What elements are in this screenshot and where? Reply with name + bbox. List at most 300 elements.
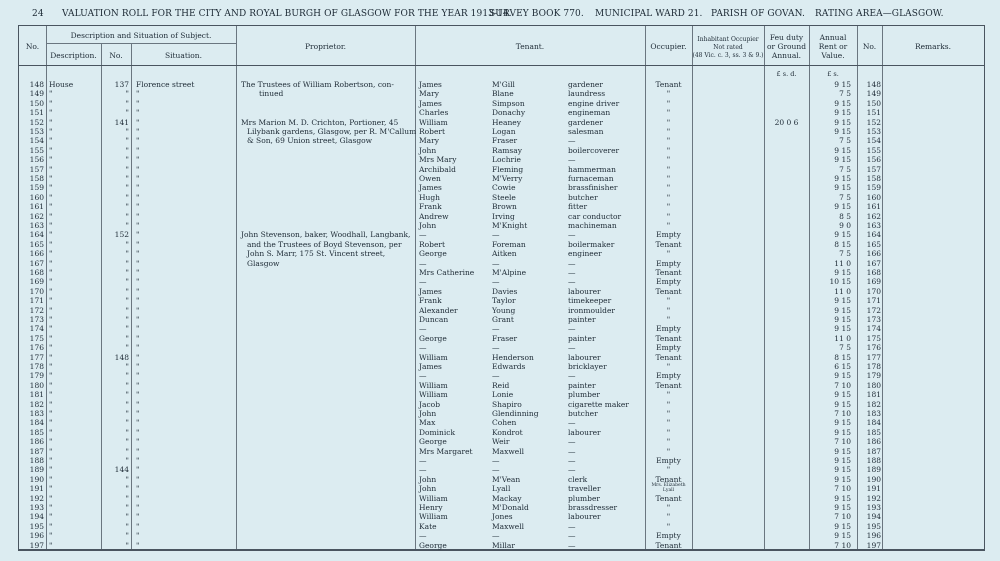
row-tenant-occupation: — <box>568 343 576 353</box>
row-description: " <box>49 418 53 428</box>
row-number: 170 <box>29 286 44 296</box>
row-house-number: " <box>125 268 129 277</box>
row-tenant-first-name: James <box>419 80 442 89</box>
row-occupier: " <box>666 399 671 409</box>
row-tenant-occupation: engine driver <box>568 98 620 108</box>
row-tenant-occupation: clerk <box>568 474 588 484</box>
row-tenant-first-name: Kate <box>419 521 437 531</box>
row-tenant-occupation: gardener <box>568 117 603 127</box>
row-number: 164 <box>29 230 44 240</box>
row-number-right: 196 <box>866 531 881 541</box>
row-situation: " <box>136 418 140 428</box>
row-situation: " <box>136 183 140 193</box>
row-tenant-occupation: — <box>568 324 576 334</box>
row-number-right: 177 <box>866 352 881 362</box>
table-row <box>19 409 984 418</box>
table-row <box>19 353 984 362</box>
row-number: 190 <box>29 474 44 484</box>
row-house-number: 144 <box>114 465 129 475</box>
row-description: House <box>49 80 74 89</box>
row-number-right: 156 <box>866 155 881 165</box>
row-annual-rent: 9 15 <box>834 446 851 456</box>
row-number: 189 <box>29 465 44 475</box>
row-tenant-surname: M'Knight <box>492 221 528 230</box>
row-tenant-first-name: Archibald <box>419 164 456 174</box>
feu-line-2: or Ground <box>766 42 807 51</box>
roll-table <box>18 25 985 551</box>
row-description: " <box>49 183 53 193</box>
row-occupier: " <box>666 315 671 324</box>
row-number: 167 <box>29 258 44 268</box>
row-number: 192 <box>29 493 44 503</box>
row-number-right: 185 <box>866 427 881 437</box>
row-occupier: " <box>666 446 671 456</box>
row-number: 187 <box>29 446 44 456</box>
row-situation: " <box>136 211 140 221</box>
row-house-number: " <box>125 437 129 447</box>
row-house-number: 152 <box>114 230 129 240</box>
row-tenant-occupation: — <box>568 371 576 381</box>
row-occupier: Tenant <box>655 474 682 484</box>
row-house-number: " <box>125 380 129 390</box>
table-row <box>19 343 984 352</box>
row-occupier: Empty <box>656 230 681 240</box>
rent-line-3: Value. <box>821 51 845 60</box>
row-number: 178 <box>29 362 44 371</box>
row-number: 152 <box>29 117 44 127</box>
row-annual-rent: 9 15 <box>834 117 851 127</box>
proprietor-line: Mrs Marion M. D. Crichton, Portioner, 45 <box>241 117 399 127</box>
col-header-subject: Description and Situation of Subject. <box>70 31 212 40</box>
row-number-right: 153 <box>866 127 881 136</box>
row-house-number: " <box>125 493 129 503</box>
table-row <box>19 277 984 286</box>
row-description: " <box>49 136 53 146</box>
row-number: 185 <box>29 427 44 437</box>
row-situation: " <box>136 286 140 296</box>
row-tenant-surname: Brown <box>492 202 517 212</box>
row-number-right: 188 <box>866 456 881 465</box>
row-description: " <box>49 192 53 202</box>
proprietor-line: tinued <box>259 89 284 99</box>
row-tenant-occupation: labourer <box>568 286 601 296</box>
row-annual-rent: 9 0 <box>839 221 851 230</box>
row-tenant-first-name: James <box>419 183 442 193</box>
row-number-right: 149 <box>866 89 881 99</box>
row-occupier: " <box>666 127 671 136</box>
row-annual-rent: 7 10 <box>834 484 851 494</box>
row-tenant-surname: Fleming <box>492 164 524 174</box>
row-annual-rent: 9 15 <box>834 268 851 277</box>
row-tenant-surname: Donachy <box>492 108 526 118</box>
row-description: " <box>49 333 53 343</box>
row-occupier: Empty <box>656 324 681 334</box>
row-description: " <box>49 512 53 522</box>
row-number: 171 <box>29 296 44 306</box>
row-number: 154 <box>29 136 44 146</box>
row-situation: Florence street <box>136 80 195 89</box>
row-tenant-surname: Maxwell <box>492 446 525 456</box>
row-house-number: " <box>125 371 129 381</box>
row-annual-rent: 11 0 <box>834 258 851 268</box>
row-occupier: " <box>666 296 671 306</box>
row-tenant-occupation: brassfinisher <box>568 183 618 193</box>
row-number: 194 <box>29 512 44 522</box>
row-tenant-surname: Ramsay <box>492 145 522 155</box>
row-description: " <box>49 474 53 484</box>
row-number: 165 <box>29 239 44 249</box>
row-description: " <box>49 89 53 99</box>
row-number: 156 <box>29 155 44 165</box>
proprietor-line: & Son, 69 Union street, Glasgow <box>247 136 373 146</box>
table-row <box>19 202 984 211</box>
row-tenant-surname: Taylor <box>492 296 516 306</box>
row-house-number: 148 <box>114 352 129 362</box>
row-tenant-occupation: — <box>568 437 576 447</box>
row-tenant-surname: Lyall <box>492 484 511 494</box>
table-row <box>19 183 984 192</box>
table-row <box>19 494 984 503</box>
row-tenant-surname: Cowie <box>492 183 516 193</box>
table-row <box>19 296 984 305</box>
row-description: " <box>49 446 53 456</box>
row-annual-rent: 9 15 <box>834 427 851 437</box>
row-description: " <box>49 352 53 362</box>
row-description: " <box>49 503 53 512</box>
row-annual-rent: 7 5 <box>839 164 851 174</box>
row-number-right: 187 <box>866 446 881 456</box>
row-tenant-occupation: fitter <box>568 202 588 212</box>
row-number-right: 183 <box>866 409 881 418</box>
col-header-no: No. <box>25 42 40 51</box>
row-description: " <box>49 145 53 155</box>
row-tenant-surname: — <box>492 456 500 465</box>
table-row <box>19 306 984 315</box>
row-occupier: " <box>666 108 671 118</box>
row-description: " <box>49 277 53 287</box>
table-row <box>19 165 984 174</box>
row-number: 183 <box>29 409 44 418</box>
row-tenant-occupation: car conductor <box>568 211 622 221</box>
table-row <box>19 465 984 474</box>
col-header-tenant: Tenant. <box>515 42 545 51</box>
row-number: 177 <box>29 352 44 362</box>
row-number-right: 165 <box>866 239 881 249</box>
row-annual-rent: 9 15 <box>834 531 851 541</box>
row-annual-rent: 9 15 <box>834 296 851 306</box>
row-occupier: Tenant <box>655 268 682 277</box>
row-annual-rent: 9 15 <box>834 390 851 400</box>
row-feu-duty: 20 0 6 <box>774 117 799 127</box>
row-situation: " <box>136 127 140 136</box>
row-tenant-surname: Heaney <box>492 117 521 127</box>
inhabitant-line-2: Not rated <box>713 44 743 51</box>
row-tenant-surname: Reid <box>492 380 510 390</box>
row-house-number: " <box>125 446 129 456</box>
row-tenant-occupation: — <box>568 418 576 428</box>
row-tenant-first-name: William <box>419 380 448 390</box>
row-tenant-first-name: George <box>419 249 447 259</box>
row-situation: " <box>136 136 140 146</box>
row-tenant-occupation: traveller <box>568 484 601 494</box>
proprietor-line: Glasgow <box>247 258 280 268</box>
row-situation: " <box>136 362 140 371</box>
table-row <box>19 371 984 380</box>
row-number-right: 150 <box>866 98 881 108</box>
rent-line-1: Annual <box>819 33 847 42</box>
row-tenant-surname: Irving <box>492 211 515 221</box>
row-tenant-surname: — <box>492 343 500 353</box>
table-row <box>19 428 984 437</box>
row-occupier: Tenant <box>655 239 682 249</box>
row-occupier: " <box>666 211 671 221</box>
row-house-number: " <box>125 277 129 287</box>
row-occupier: Tenant <box>655 286 682 296</box>
row-tenant-surname: Weir <box>492 437 510 447</box>
table-row <box>19 541 984 550</box>
row-number: 182 <box>29 399 44 409</box>
row-tenant-surname: Fraser <box>492 136 518 146</box>
row-number: 172 <box>29 305 44 315</box>
row-number-right: 166 <box>866 249 881 259</box>
row-tenant-surname: Young <box>492 305 516 315</box>
row-situation: " <box>136 305 140 315</box>
row-tenant-occupation: painter <box>568 333 596 343</box>
row-house-number: " <box>125 239 129 249</box>
row-tenant-occupation: — <box>568 277 576 287</box>
row-number: 149 <box>29 89 44 99</box>
row-situation: " <box>136 258 140 268</box>
row-tenant-surname: Mackay <box>492 493 522 503</box>
row-number-right: 151 <box>866 108 881 118</box>
row-situation: " <box>136 352 140 362</box>
row-number-right: 186 <box>866 437 881 447</box>
row-house-number: " <box>125 484 129 494</box>
row-occupier: " <box>666 465 671 475</box>
row-tenant-surname: Lonie <box>492 390 514 400</box>
row-occupier: " <box>666 202 671 212</box>
row-description: " <box>49 324 53 334</box>
row-annual-rent: 7 5 <box>839 89 851 99</box>
row-occupier: " <box>666 155 671 165</box>
row-situation: " <box>136 89 140 99</box>
row-situation: " <box>136 315 140 324</box>
row-number-right: 161 <box>866 202 881 212</box>
row-number-right: 191 <box>866 484 881 494</box>
row-number-right: 193 <box>866 503 881 512</box>
row-tenant-occupation: — <box>568 136 576 146</box>
row-number-right: 180 <box>866 380 881 390</box>
row-annual-rent: 9 15 <box>834 465 851 475</box>
row-description: " <box>49 465 53 475</box>
row-number-right: 174 <box>866 324 881 334</box>
table-row <box>19 174 984 183</box>
row-number: 157 <box>29 164 44 174</box>
row-occupier: " <box>666 390 671 400</box>
row-occupier: " <box>666 117 671 127</box>
table-row <box>19 155 984 164</box>
row-tenant-first-name: George <box>419 540 447 550</box>
row-house-number: " <box>125 174 129 183</box>
row-tenant-occupation: gardener <box>568 80 603 89</box>
row-tenant-surname: Shapiro <box>492 399 522 409</box>
row-situation: " <box>136 465 140 475</box>
row-situation: " <box>136 371 140 381</box>
row-situation: " <box>136 155 140 165</box>
row-occupier: " <box>666 183 671 193</box>
row-tenant-occupation: plumber <box>568 390 600 400</box>
row-annual-rent: 11 0 <box>834 333 851 343</box>
row-description: " <box>49 305 53 315</box>
row-description: " <box>49 202 53 212</box>
col-header-proprietor: Proprietor. <box>304 42 347 51</box>
row-description: " <box>49 117 53 127</box>
row-number: 184 <box>29 418 44 428</box>
row-description: " <box>49 230 53 240</box>
row-occupier: Empty <box>656 343 681 353</box>
row-situation: " <box>136 117 140 127</box>
row-number-right: 154 <box>866 136 881 146</box>
table-row <box>19 80 984 89</box>
row-annual-rent: 7 5 <box>839 192 851 202</box>
row-tenant-first-name: George <box>419 437 447 447</box>
row-annual-rent: 10 15 <box>829 277 851 287</box>
row-occupier: Tenant <box>655 380 682 390</box>
row-tenant-occupation: butcher <box>568 409 598 418</box>
row-tenant-occupation: — <box>568 456 576 465</box>
row-tenant-occupation: salesman <box>568 127 604 136</box>
row-tenant-surname: — <box>492 230 500 240</box>
row-tenant-first-name: — <box>419 277 427 287</box>
row-number-right: 155 <box>866 145 881 155</box>
row-tenant-first-name: James <box>419 286 442 296</box>
row-tenant-occupation: — <box>568 268 576 277</box>
row-tenant-first-name: Hugh <box>419 192 441 202</box>
table-row <box>19 259 984 268</box>
col-header-situation: Situation. <box>165 51 202 60</box>
row-tenant-occupation: painter <box>568 315 596 324</box>
row-annual-rent: 9 15 <box>834 183 851 193</box>
row-number: 175 <box>29 333 44 343</box>
row-annual-rent: 9 15 <box>834 493 851 503</box>
row-tenant-surname: Blane <box>492 89 514 99</box>
row-description: " <box>49 249 53 259</box>
row-number-right: 181 <box>866 390 881 400</box>
table-row <box>19 418 984 427</box>
row-tenant-surname: Simpson <box>492 98 525 108</box>
row-number-right: 178 <box>866 362 881 371</box>
row-tenant-occupation: plumber <box>568 493 600 503</box>
row-tenant-first-name: — <box>419 456 427 465</box>
row-tenant-first-name: Max <box>419 418 436 428</box>
row-house-number: " <box>125 343 129 353</box>
table-row <box>19 512 984 521</box>
table-row <box>19 118 984 127</box>
row-occupier: " <box>666 512 671 522</box>
row-occupier: " <box>666 89 671 99</box>
row-tenant-occupation: boilermaker <box>568 239 615 249</box>
row-annual-rent: 8 5 <box>839 211 851 221</box>
row-tenant-occupation: — <box>568 540 576 550</box>
row-situation: " <box>136 446 140 456</box>
row-tenant-first-name: James <box>419 98 442 108</box>
row-tenant-first-name: William <box>419 352 448 362</box>
table-row <box>19 127 984 136</box>
row-number-right: 192 <box>866 493 881 503</box>
row-situation: " <box>136 239 140 249</box>
row-number-right: 159 <box>866 183 881 193</box>
row-annual-rent: 9 15 <box>834 98 851 108</box>
row-tenant-occupation: bricklayer <box>568 362 607 371</box>
row-tenant-surname: M'Alpine <box>492 268 527 277</box>
row-situation: " <box>136 380 140 390</box>
row-number: 159 <box>29 183 44 193</box>
row-occupier: Empty <box>656 277 681 287</box>
row-tenant-surname: M'Vean <box>492 474 521 484</box>
row-tenant-occupation: labourer <box>568 427 601 437</box>
row-occupier: Empty <box>656 531 681 541</box>
row-number: 179 <box>29 371 44 381</box>
row-tenant-occupation: — <box>568 521 576 531</box>
row-occupier: Tenant <box>655 352 682 362</box>
row-house-number: " <box>125 211 129 221</box>
row-house-number: " <box>125 221 129 230</box>
row-house-number: " <box>125 474 129 484</box>
row-annual-rent: 9 15 <box>834 474 851 484</box>
row-house-number: " <box>125 89 129 99</box>
row-description: " <box>49 258 53 268</box>
row-occupier: " <box>666 305 671 315</box>
row-situation: " <box>136 531 140 541</box>
row-tenant-occupation: — <box>568 230 576 240</box>
row-house-number: " <box>125 503 129 512</box>
row-tenant-surname: Maxwell <box>492 521 525 531</box>
row-number: 155 <box>29 145 44 155</box>
row-situation: " <box>136 296 140 306</box>
row-tenant-first-name: Owen <box>419 174 441 183</box>
row-occupier: Mrs. Elizabeth Lyall <box>651 483 686 493</box>
table-row <box>19 99 984 108</box>
row-tenant-occupation: labourer <box>568 512 601 522</box>
col-header-inhabitant <box>692 36 764 60</box>
row-description: " <box>49 315 53 324</box>
row-tenant-first-name: John <box>419 484 437 494</box>
table-row <box>19 324 984 333</box>
row-house-number: " <box>125 399 129 409</box>
row-tenant-surname: Cohen <box>492 418 517 428</box>
row-number: 169 <box>29 277 44 287</box>
row-tenant-surname: Foreman <box>492 239 526 249</box>
row-occupier: " <box>666 249 671 259</box>
row-annual-rent: 7 10 <box>834 540 851 550</box>
row-description: " <box>49 521 53 531</box>
row-house-number: " <box>125 164 129 174</box>
row-number-right: 163 <box>866 221 881 230</box>
row-number-right: 152 <box>866 117 881 127</box>
row-number-right: 148 <box>866 80 881 89</box>
row-situation: " <box>136 493 140 503</box>
row-tenant-first-name: — <box>419 531 427 541</box>
row-situation: " <box>136 399 140 409</box>
row-situation: " <box>136 145 140 155</box>
row-tenant-first-name: William <box>419 493 448 503</box>
table-row <box>19 240 984 249</box>
row-situation: " <box>136 343 140 353</box>
row-house-number: " <box>125 531 129 541</box>
row-occupier: Tenant <box>655 333 682 343</box>
row-annual-rent: 9 15 <box>834 127 851 136</box>
row-annual-rent: 9 15 <box>834 145 851 155</box>
